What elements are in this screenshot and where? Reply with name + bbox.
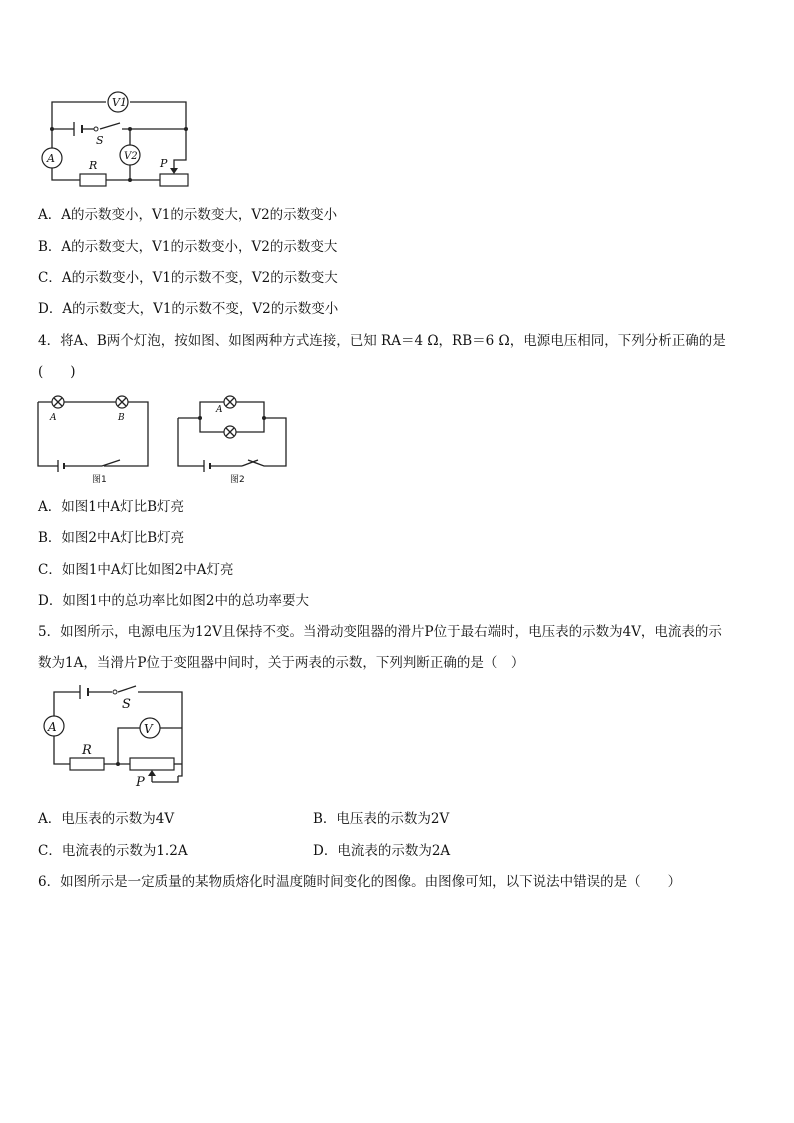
q5-a-label: A: [48, 720, 57, 734]
q4-option-b: [38, 528, 184, 548]
q6-stem: 6．如图所示是一定质量的某物质熔化时温度随时间变化的图像。由图像可知，以下说法中错误的是（ ）: [38, 874, 682, 890]
option-text: 电流表的示数为1.2A: [61, 843, 188, 859]
q5-stem-continued: 数为1A，当滑片P位于变阻器中间时，关于两表的示数，下列判断正确的是（ ）: [38, 655, 525, 671]
q5-option-b: [313, 809, 449, 829]
q4-fig2-caption: 图2: [230, 475, 245, 485]
q4-stem-bracket: ( ): [38, 364, 76, 380]
option-text: 如图1中A灯比B灯亮: [61, 499, 185, 515]
option-text: 电压表的示数为4V: [61, 811, 175, 827]
q5-option-d: [313, 841, 450, 861]
option-text: A的示数变小，V1的示数不变，V2的示数变大: [61, 270, 338, 286]
q4-fig2-a-label: A: [216, 405, 223, 415]
option-prefix: B．: [313, 811, 337, 827]
option-prefix: C．: [38, 843, 62, 859]
q4-option-d: [38, 591, 309, 611]
option-text: A的示数变小，V1的示数变大，V2的示数变小: [61, 207, 338, 223]
q5-circuit-figure: [40, 682, 190, 792]
q3-p-label: P: [160, 157, 168, 170]
q3-option-d: [38, 299, 338, 319]
option-prefix: B．: [38, 530, 62, 546]
q5-r-label: R: [82, 743, 92, 758]
option-prefix: A．: [38, 811, 62, 827]
q5-option-c: [38, 841, 188, 861]
option-text: 如图2中A灯比B灯亮: [61, 530, 185, 546]
option-prefix: B．: [38, 239, 62, 255]
q3-v2-label: V2: [124, 151, 138, 162]
q5-option-a: [38, 809, 174, 829]
q5-p-label: P: [136, 775, 145, 790]
option-text: 如图1中的总功率比如图2中的总功率要大: [62, 593, 310, 609]
q3-a-label: A: [47, 152, 55, 165]
q4-figures: [34, 392, 294, 486]
q4-stem: 4．将A、B两个灯泡，按如图、如图两种方式连接，已知 RA＝4 Ω，RB＝6 Ω，电源电压相同，下列分析正确的是: [38, 333, 726, 349]
option-prefix: C．: [38, 562, 62, 578]
q3-option-b: [38, 237, 337, 257]
option-text: 电流表的示数为2A: [337, 843, 451, 859]
option-prefix: C．: [38, 270, 62, 286]
option-text: A的示数变大，V1的示数不变，V2的示数变小: [62, 301, 339, 317]
q3-r-label: R: [89, 159, 98, 172]
q4-option-c: [38, 560, 234, 580]
q3-circuit-figure: [38, 88, 198, 190]
option-text: 如图1中A灯比如图2中A灯亮: [61, 562, 234, 578]
q4-fig1-b-label: B: [118, 413, 125, 423]
option-prefix: D．: [313, 843, 338, 859]
q5-v-label: V: [144, 722, 153, 736]
option-prefix: A．: [38, 499, 62, 515]
q3-option-c: [38, 268, 338, 288]
option-text: A的示数变大，V1的示数变小，V2的示数变大: [61, 239, 338, 255]
q4-fig1-caption: 图1: [92, 475, 107, 485]
q5-stem: 5．如图所示，电源电压为12V且保持不变。当滑动变阻器的滑片P位于最右端时，电压表的示数为4V，电流表的示: [38, 624, 722, 640]
q5-switch-label: S: [122, 697, 131, 712]
option-prefix: D．: [38, 301, 63, 317]
option-text: 电压表的示数为2V: [336, 811, 450, 827]
q4-fig1-a-label: A: [50, 413, 57, 423]
q4-option-a: [38, 497, 184, 517]
option-prefix: A．: [38, 207, 62, 223]
option-prefix: D．: [38, 593, 63, 609]
q3-switch-label: S: [96, 134, 104, 147]
q3-v1-label: V1: [112, 96, 127, 109]
q3-option-a: [38, 205, 337, 225]
